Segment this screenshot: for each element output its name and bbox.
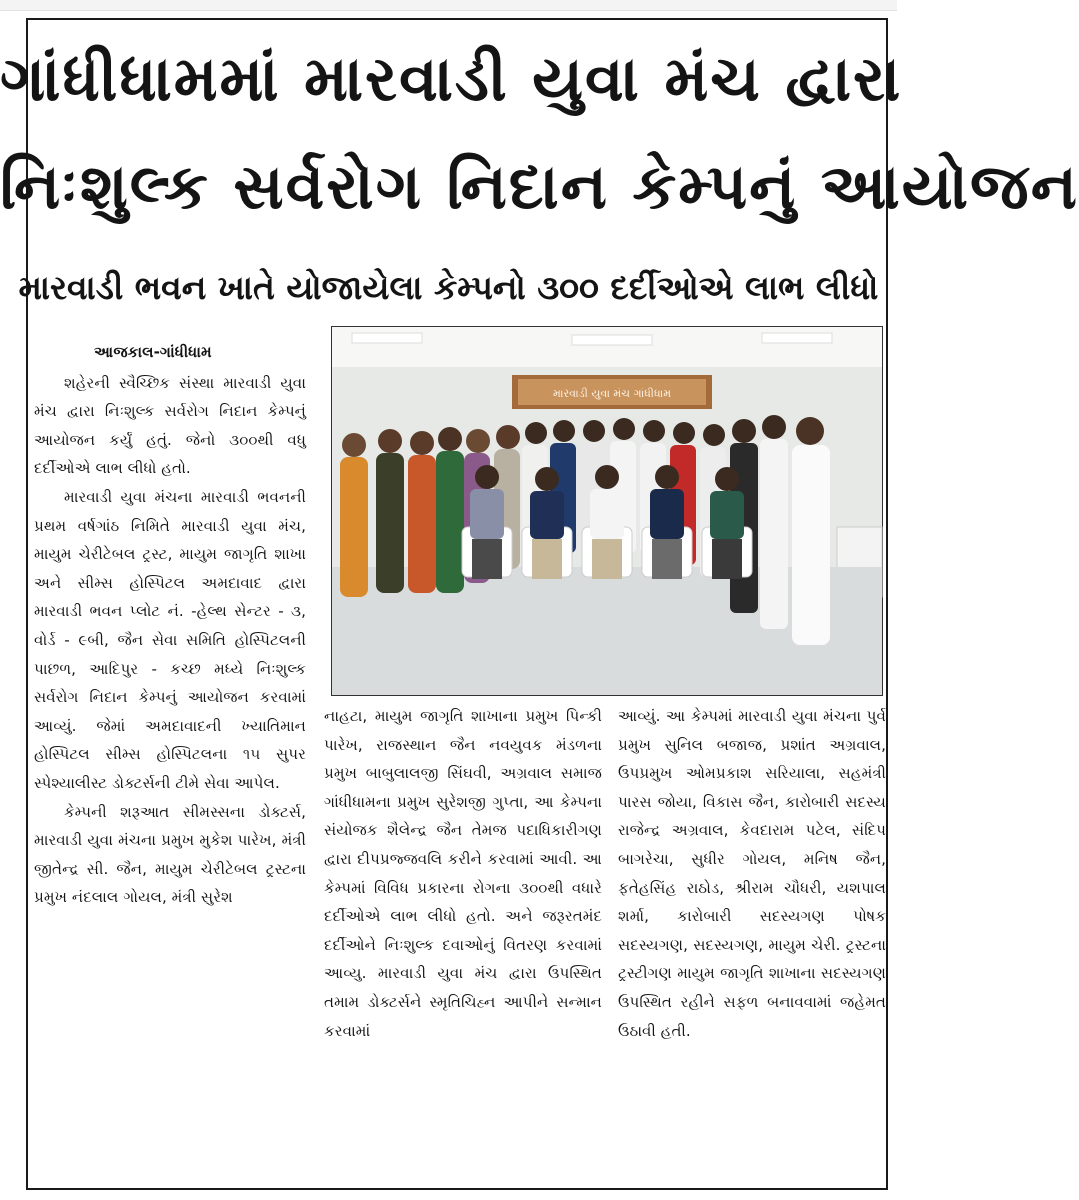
article-column-1	[34, 338, 306, 1178]
sub-headline: મારવાડી ભવન ખાતે યોજાયેલા કેમ્પનો ૩૦૦ દર્દીઓએ લાભ લીધો	[18, 268, 879, 307]
headline-line-1: ગાંધીધામમાં મારવાડી યુવા મંચ દ્વારા	[0, 42, 903, 115]
headline-line-2: નિઃશુલ્ક સર્વરોગ નિદાન કેમ્પનું આયોજન	[0, 150, 1079, 223]
dateline: આજકાલ-ગાંધીધામ	[94, 343, 212, 361]
page-top-strip	[0, 0, 897, 11]
group-photo	[331, 326, 883, 696]
group-photo-icon	[332, 327, 882, 695]
article-column-3: આવ્યું. આ કેમ્પમાં મારવાડી યુવા મંચના પુર્વ પ્રમુખ સુનિલ બજાજ, પ્રશાંત અગ્રવાલ, ઉપપ્રમુખ ઓમપ્રકાશ સરિયાલા, સહમંત્રી પારસ જોયા, વિકાસ જૈન, કારોબારી સદસ્ય રાજેન્દ્ર અગ્રવાલ, કેવદારામ પટેલ, સંદિપ બાગરેચા, સુધીર ગોયલ, મનિષ જૈન, ફતેહસિંહ રાઠોડ, શ્રીરામ ચૌધરી, યશપાલ શર્મા, કારોબારી સદસ્યગણ પોષક સદસ્યગણ, સદસ્યગણ, માયુમ ચેરી. ટ્રસ્ટના ટ્રસ્ટીગણ માયુમ જાગૃતિ શાખાના સદસ્યગણ ઉપસ્થિત રહીને સફળ બનાવવામાં જહેમત ઉઠાવી હતી.	[618, 707, 886, 1040]
paragraph-intro: શહેરની સ્વૈચ્છિક સંસ્થા મારવાડી યુવા મંચ દ્વારા નિઃશુલ્ક સર્વરોગ નિદાન કેમ્પનું આયોજન કર્યું હતું. જેનો ૩૦૦થી વધુ દર્દીઓએ લાભ લીધો હતો.	[34, 373, 306, 478]
paragraph-details: મારવાડી યુવા મંચના મારવાડી ભવનની પ્રથમ વર્ષગાંઠ નિમિતે મારવાડી યુવા મંચ, માયુમ ચેરીટેબલ ટ્રસ્ટ, માયુમ જાગૃતિ શાખા અને સીમ્સ હોસ્પિટલ અમદાવાદ દ્વારા મારવાડી ભવન પ્લોટ નં. -હેલ્થ સેન્ટર - ૩, વોર્ડ - ૯બી, જૈન સેવા સમિતિ હોસ્પિટલની પાછળ, આદિપુર - કચ્છ મધ્યે નિઃશુલ્ક સર્વરોગ નિદાન કેમ્પનું આયોજન કરવામાં આવ્યું. જેમાં અમદાવાદની ખ્યાતિમાન હોસ્પિટલ સીમ્સ હોસ્પિટલના ૧૫ સુપર સ્પેશ્યાલીસ્ટ ડોક્ટર્સની ટીમે સેવા આપેલ.	[34, 487, 306, 792]
article-column-2: નાહટા, માયુમ જાગૃતિ શાખાના પ્રમુખ પિન્કી પારેખ, રાજસ્થાન જૈન નવયુવક મંડળના પ્રમુખ બાબુલાલજી સિંઘવી, અગ્રવાલ સમાજ ગાંધીધામના પ્રમુખ સુરેશજી ગુપ્તા, આ કેમ્પના સંયોજક શૈલેન્દ્ર જૈન તેમજ પદાધિકારીગણ દ્વારા દીપપ્રજ્જવલિ કરીને કરવામાં આવી. આ કેમ્પમાં વિવિધ પ્રકારના રોગના ૩૦૦થી વધારે દર્દીઓએ લાભ લીધો હતો. અને જરૂરતમંદ દર્દીઓને નિઃશુલ્ક દવાઓનું વિતરણ કરવામાં આવ્યુ. મારવાડી યુવા મંચ દ્વારા ઉપસ્થિત તમામ ડોક્ટર્સને સ્મૃતિચિહ્ન આપીને સન્માન કરવામાં	[324, 707, 602, 1040]
paragraph-inauguration: કેમ્પની શરૂઆત સીમસ્સના ડોક્ટર્સ, મારવાડી યુવા મંચના પ્રમુખ મુકેશ પારેખ, મંત્રી જીતેન્દ્ર સી. જૈન, માયુમ ચેરીટેબલ ટ્રસ્ટના પ્રમુખ નંદલાલ ગોયલ, મંત્રી સુરેશ	[34, 802, 306, 907]
banner-text: મારવાડી યુવા મંચ ગાંધીધામ	[552, 387, 672, 400]
